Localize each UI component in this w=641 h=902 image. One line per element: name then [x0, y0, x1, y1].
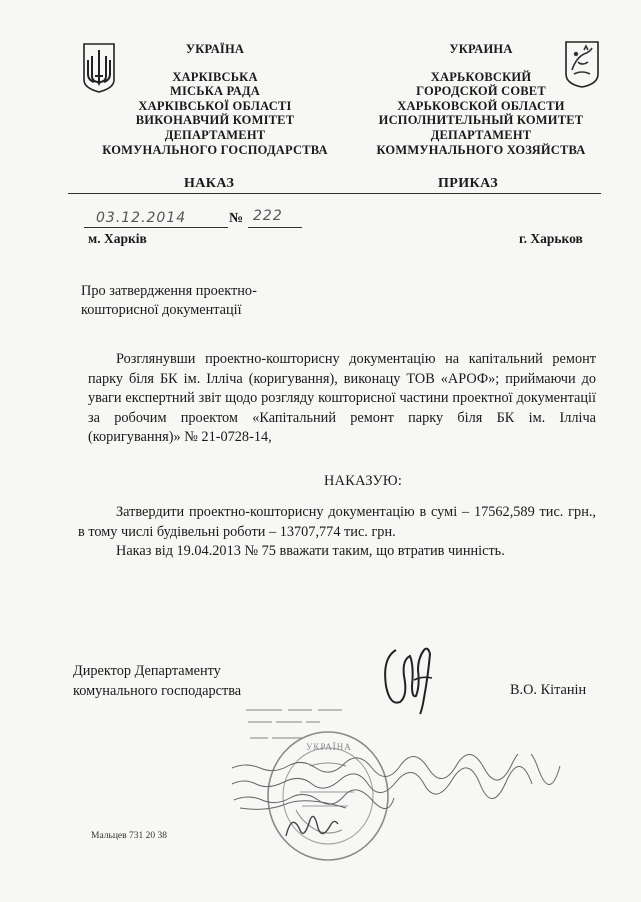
header-left [100, 42, 330, 157]
header-left-line: ДЕПАРТАМЕНТ [164, 127, 266, 142]
header-left-line: МІСЬКА РАДА [169, 84, 261, 99]
order-number: 222 [253, 208, 283, 224]
header-left-line: ВИКОНАВЧИЙ КОМІТЕТ [135, 113, 295, 128]
footer-note: Мальцев 731 20 38 [91, 831, 167, 841]
header-left-line: КОМУНАЛЬНОГО ГОСПОДАРСТВА [102, 142, 328, 157]
signatory-name: В.О. Кітанін [510, 682, 587, 698]
header-rule [68, 193, 601, 194]
city-right: г. Харьков [519, 231, 583, 246]
date-underline [84, 227, 228, 228]
signature-image [374, 636, 444, 716]
header-right-line: ХАРЬКОВСКОЙ ОБЛАСТИ [397, 98, 565, 113]
header-right-line: ГОРОДСКОЙ СОВЕТ [416, 84, 546, 99]
order-item: Затвердити проектно-кошторисну документацію в сумі – 17562,589 тис. грн., в тому числі будівельні роботи – 13707,774 тис. грн. [78, 504, 596, 540]
header-right-line: ХАРЬКОВСКИЙ [430, 69, 532, 84]
secondary-signature-image [282, 806, 342, 846]
subject-line: кошторисної документації [81, 302, 242, 318]
number-sign: № [229, 211, 244, 226]
header-left-country: УКРАЇНА [185, 42, 245, 56]
header-right-line: ДЕПАРТАМЕНТ [430, 127, 532, 142]
number-underline [248, 227, 302, 228]
header-right [366, 42, 596, 157]
doc-type-left: НАКАЗ [184, 176, 235, 191]
header-left-line: ХАРКІВСЬКА [172, 69, 258, 84]
order-word: НАКАЗУЮ: [324, 473, 403, 489]
seal-text: УКРАЇНА [306, 742, 352, 752]
position-line: комунального господарства [73, 683, 242, 699]
header-right-line: ИСПОЛНИТЕЛЬНЫЙ КОМИТЕТ [378, 113, 584, 128]
subject-line: Про затвердження проектно- [81, 283, 257, 299]
signatory-position [73, 661, 241, 701]
header-left-line: ХАРКІВСЬКОЇ ОБЛАСТІ [138, 98, 292, 113]
order-subject [81, 282, 257, 320]
header-right-line: КОММУНАЛЬНОГО ХОЗЯЙСТВА [376, 142, 586, 157]
doc-type-right: ПРИКАЗ [438, 176, 499, 191]
position-line: Директор Департаменту [73, 663, 221, 679]
city-left: м. Харків [88, 231, 147, 246]
handwritten-note [226, 754, 566, 834]
preamble-paragraph: Розглянувши проектно-кошторисну документацію на капітальний ремонт парку біля БК ім. Ілліча (коригування), виконацу ТОВ «АРОФ»; приймаючи до уваги експертний звіт щодо розгляду кошторисної частини проектної документації за робочим проектом «Капітальний ремонт парку біля БК ім. Ілліча (коригування)» № 21-0728-14, [88, 351, 596, 445]
header-right-country: УКРАИНА [449, 42, 513, 56]
order-item: Наказ від 19.04.2013 № 75 вважати таким, що втратив чинність. [116, 543, 505, 559]
order-date: 03.12.2014 [96, 210, 187, 226]
